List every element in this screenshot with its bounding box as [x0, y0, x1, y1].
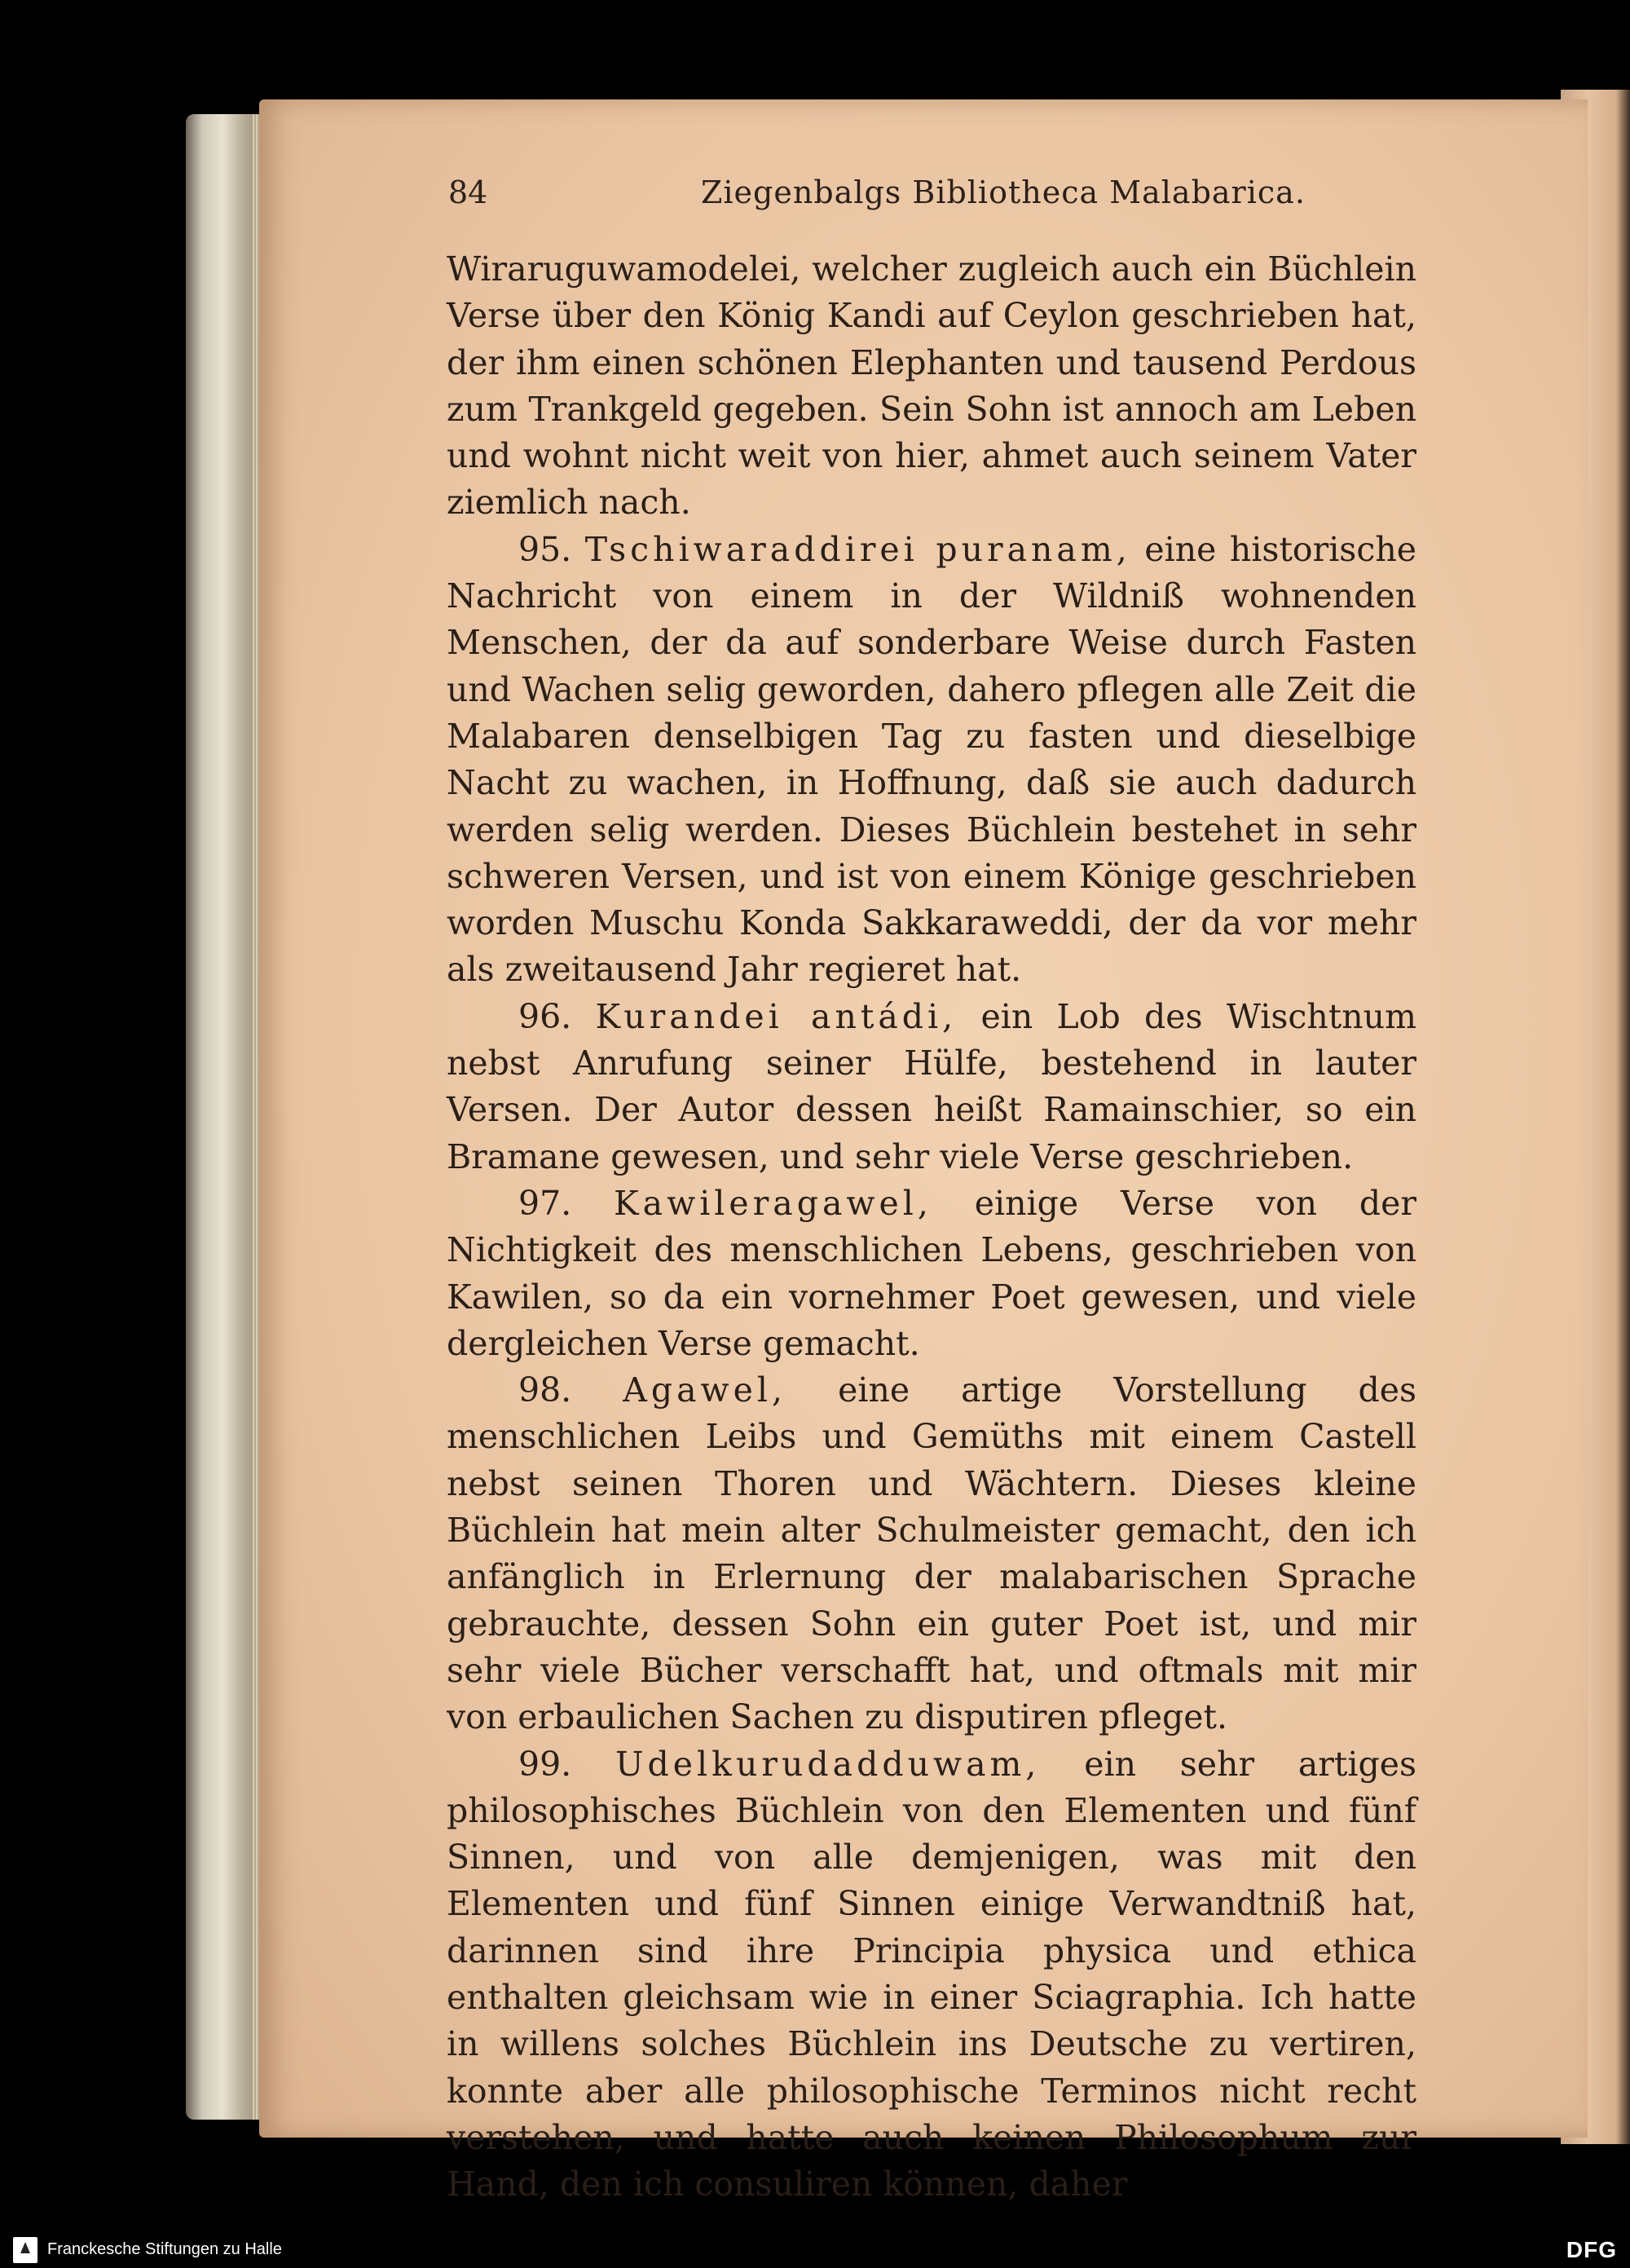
entry-text: ein sehr artiges philosophisches Büchlein von den Elementen und fünf Sinnen, und von alle demjenigen, was mit den Elementen und fünf Sinnen einige Verwandtniß hat, darinnen sind ihre Principia physica und ethica enthalten gleichsam wie in einer Sciagraphia. Ich hatte in willens solches Büchlein ins Deutsche zu vertiren, konnte aber alle philosophische Terminos nicht recht verstehen, und hatte auch keinen Philosophum zur Hand, den ich consuliren können, daher	[447, 1744, 1416, 2204]
entry-text: eine historische Nachricht von einem in der Wildniß wohnenden Menschen, der da auf sonderbare Weise durch Fasten und Wachen selig geworden, dahero pflegen alle Zeit die Malabaren denselbigen Tag zu fasten und dieselbige Nacht zu wachen, in Hoffnung, daß sie auch dadurch werden selig werden. Dieses Büchlein bestehet in sehr schweren Versen, und ist von einem Könige geschrieben worden Muschu Konda Sakkaraweddi, der da vor mehr als zweitausend Jahr regieret hat.	[447, 529, 1416, 990]
entry-number: 97.	[518, 1183, 572, 1223]
institution-logo-icon	[13, 2237, 37, 2263]
text-line: Sein Sohn ist annoch am Leben und wohnt nicht weit von hier,	[447, 389, 1416, 476]
entry-98	[447, 1367, 1416, 1741]
page-number: 84	[448, 174, 488, 210]
entry-number: 96.	[518, 996, 572, 1036]
text-line: ahmet auch seinem Vater ziemlich nach.	[447, 436, 1416, 523]
body-text	[447, 246, 1416, 2208]
entry-95	[447, 527, 1416, 994]
continued-paragraph	[447, 246, 1416, 527]
dfg-logo: DFG	[1566, 2237, 1617, 2262]
institution-name: Franckesche Stiftungen zu Halle	[47, 2240, 282, 2258]
book-edge-left	[186, 114, 267, 2120]
page-header	[448, 174, 1426, 215]
entry-number: 99.	[518, 1744, 572, 1784]
viewer-footer	[0, 2232, 1630, 2268]
entry-99	[447, 1741, 1416, 2208]
entry-96	[447, 994, 1416, 1180]
entry-title: Tschiwaraddirei puranam,	[584, 529, 1131, 569]
entry-number: 95.	[518, 529, 572, 569]
entry-title: Kawileragawel,	[614, 1183, 932, 1223]
entry-title: Agawel,	[623, 1370, 787, 1410]
text-line: Wiraruguwamodelei, welcher zugleich auch ein Büchlein Verse	[447, 249, 1416, 336]
entry-text: eine artige Vorstellung des menschlichen Leibs und Gemüths mit einem Castell nebst seinen Thoren und Wächtern. Dieses kleine Büchlein hat mein alter Schulmeister gemacht, den ich anfänglich in Erlernung der malabarischen Sprache gebrauchte, dessen Sohn ein guter Poet ist, und mir sehr viele Bücher verschafft hat, und oftmals mit mir von erbaulichen Sachen zu disputiren pfleget.	[447, 1370, 1416, 1737]
entry-title: Kurandei antádi,	[595, 996, 958, 1036]
text-line: über den König Kandi auf Ceylon geschrieben hat, der ihm einen	[447, 296, 1416, 382]
entry-text: ein Lob des Wischtnum nebst Anrufung seiner Hülfe, bestehend in lauter Versen. Der Autor dessen heißt Ramainschier, so ein Bramane gewesen, und sehr viele Verse geschrieben.	[447, 996, 1416, 1176]
entry-number: 98.	[518, 1370, 572, 1410]
text-line: schönen Elephanten und tausend Perdous zum Trankgeld gegeben.	[447, 342, 1416, 429]
running-title: Ziegenbalgs Bibliotheca Malabarica.	[701, 174, 1306, 210]
entry-text: einige Verse von der Nichtigkeit des menschlichen Lebens, geschrieben von Kawilen, so da ein vornehmer Poet gewesen, und viele dergleichen Verse gemacht.	[447, 1183, 1416, 1363]
entry-title: Udelkurudadduwam,	[615, 1744, 1041, 1784]
entry-97	[447, 1180, 1416, 1367]
